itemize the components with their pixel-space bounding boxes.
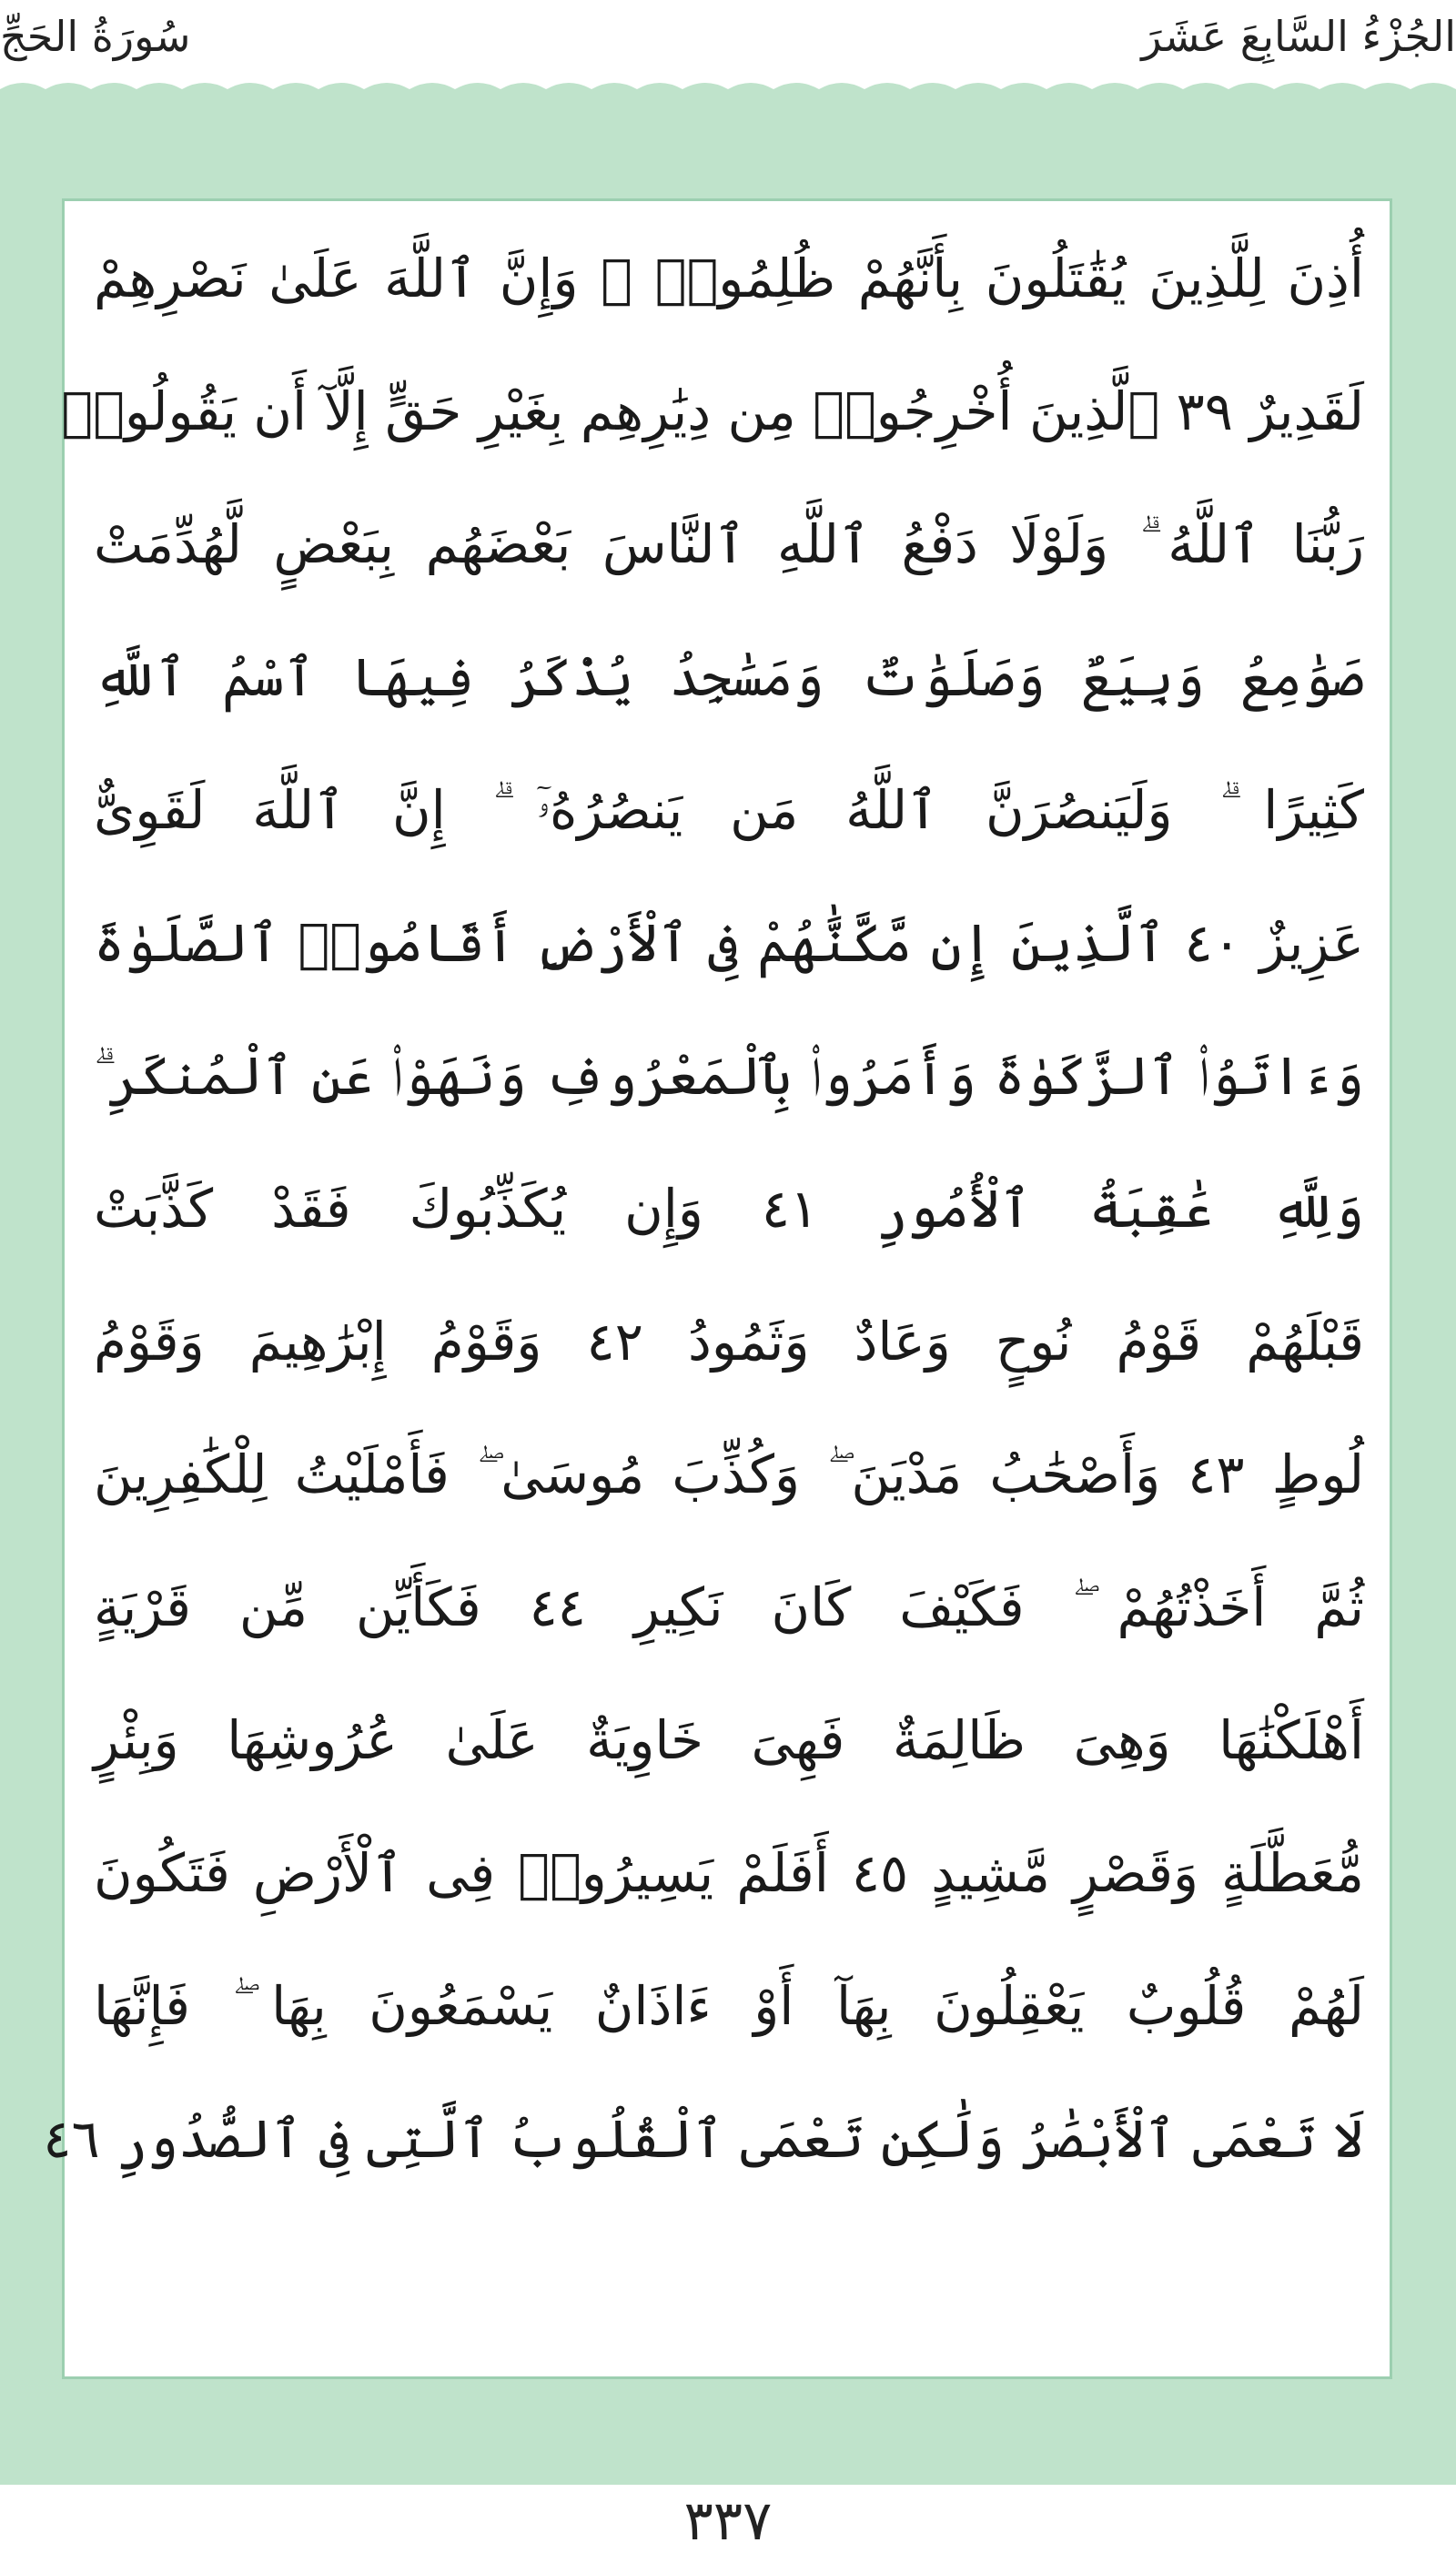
text-line-14: لَهُمْ قُلُوبٌ يَعْقِلُونَ بِهَآ أَوْ ءَاذَانٌ يَسْمَعُونَ بِهَا ۖ فَإِنَّهَا [94, 1975, 1364, 2037]
text-line-1: أُذِنَ لِلَّذِينَ يُقَٰتَلُونَ بِأَنَّهُمْ ظُلِمُوا۟ ۚ وَإِنَّ ٱللَّهَ عَلَىٰ نَصْرِهِمْ [94, 248, 1364, 309]
quran-text-panel [43, 198, 1392, 2379]
text-line-9: قَبْلَهُمْ قَوْمُ نُوحٍ وَعَادٌ وَثَمُودُ ٤٢ وَقَوْمُ إِبْرَٰهِيمَ وَقَوْمُ [94, 1311, 1364, 1373]
text-line-13: مُّعَطَّلَةٍ وَقَصْرٍ مَّشِيدٍ ٤٥ أَفَلَمْ يَسِيرُوا۟ فِى ٱلْأَرْضِ فَتَكُونَ [94, 1842, 1364, 1904]
text-line-2: لَقَدِيرٌ ٣٩ ٱلَّذِينَ أُخْرِجُوا۟ مِن دِيَٰرِهِم بِغَيْرِ حَقٍّ إِلَّآ أَن يَقُولُوا۟ [61, 380, 1364, 442]
text-line-5: كَثِيرًا ۗ وَلَيَنصُرَنَّ ٱللَّهُ مَن يَنصُرُهُۥٓ ۗ إِنَّ ٱللَّهَ لَقَوِىٌّ [94, 779, 1364, 841]
juz-header: الجُزْءُ السَّابِعَ عَشَرَ [1141, 12, 1456, 61]
verse-lines [43, 212, 1365, 2205]
text-line-11: ثُمَّ أَخَذْتُهُمْ ۖ فَكَيْفَ كَانَ نَكِيرِ ٤٤ فَكَأَيِّن مِّن قَرْيَةٍ [94, 1576, 1365, 1638]
text-line-12: أَهْلَكْنَٰهَا وَهِىَ ظَالِمَةٌ فَهِىَ خَاوِيَةٌ عَلَىٰ عُرُوشِهَا وَبِئْرٍ [94, 1709, 1364, 1771]
text-line-6: عَزِيزٌ ٤٠ ٱلَّذِينَ إِن مَّكَّنَّٰهُمْ فِى ٱلْأَرْضِ أَقَامُوا۟ ٱلصَّلَوٰةَ [94, 912, 1364, 974]
text-line-4: صَوَٰمِعُ وَبِيَعٌ وَصَلَوَٰتٌ وَمَسَٰجِدُ يُذْكَرُ فِيهَا ٱسْمُ ٱللَّهِ [94, 646, 1364, 708]
text-line-3: رَبُّنَا ٱللَّهُ ۗ وَلَوْلَا دَفْعُ ٱللَّهِ ٱلنَّاسَ بَعْضَهُم بِبَعْضٍ لَّهُدِّمَتْ [94, 513, 1364, 575]
surah-header: سُورَةُ الحَجِّ [0, 12, 191, 61]
text-line-8: وَلِلَّهِ عَٰقِبَةُ ٱلْأُمُورِ ٤١ وَإِن يُكَذِّبُوكَ فَقَدْ كَذَّبَتْ [94, 1178, 1364, 1240]
page-number: ٣٣٧ [683, 2489, 773, 2553]
text-line-15: لَا تَعْمَى ٱلْأَبْصَٰرُ وَلَٰكِن تَعْمَى ٱلْقُلُوبُ ٱلَّتِى فِى ٱلصُّدُورِ ٤٦ [43, 2108, 1364, 2170]
text-line-10: لُوطٍ ٤٣ وَأَصْحَٰبُ مَدْيَنَ ۖ وَكُذِّبَ مُوسَىٰ ۖ فَأَمْلَيْتُ لِلْكَٰفِرِينَ [94, 1444, 1364, 1505]
scalloped-border-edge [0, 76, 1456, 107]
text-line-7: وَءَاتَوُا۟ ٱلزَّكَوٰةَ وَأَمَرُوا۟ بِٱلْمَعْرُوفِ وَنَهَوْا۟ عَنِ ٱلْمُنكَرِ ۗ [94, 1045, 1364, 1107]
